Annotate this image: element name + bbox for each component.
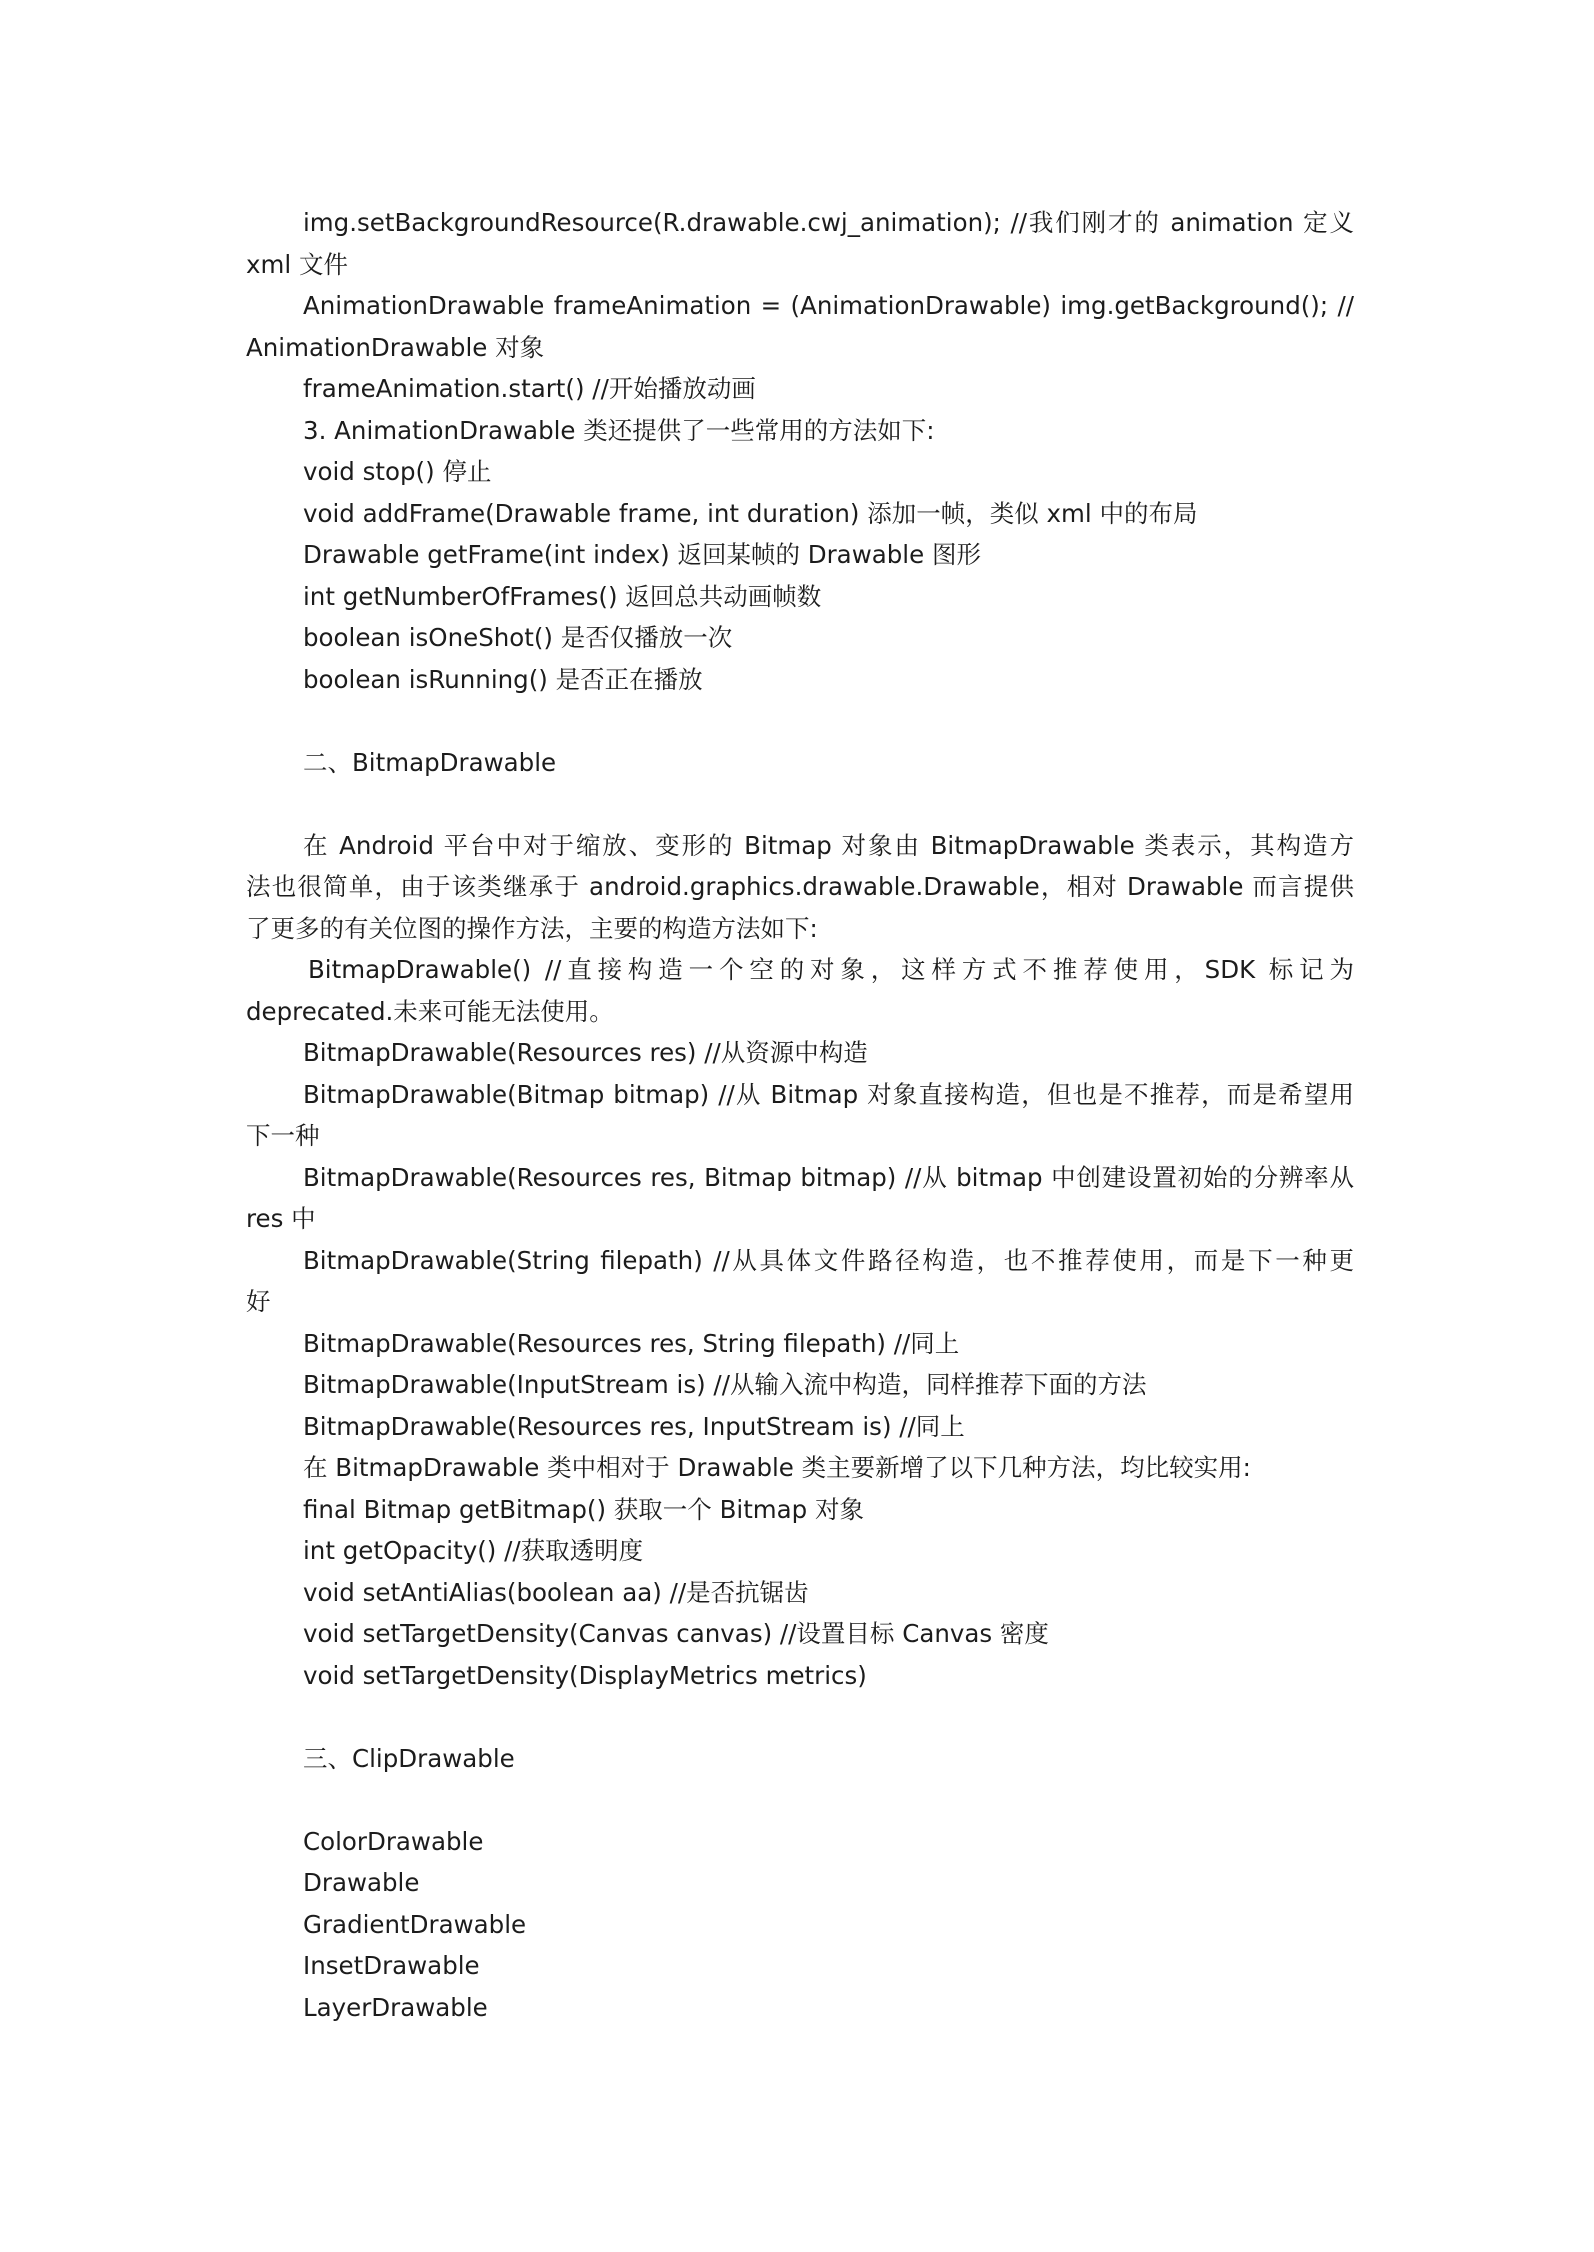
code-line: BitmapDrawable(Resources res, String filepath) //同上	[303, 1328, 960, 1358]
method-line: int getOpacity() //获取透明度	[303, 1536, 644, 1565]
code-line: BitmapDrawable(String filepath) //从具体文件路径构造，也不推荐使用，而是下一种更	[303, 1245, 1354, 1275]
text-line: 在 BitmapDrawable 类中相对于 Drawable 类主要新增了以下几种方法，均比较实用:	[303, 1453, 1251, 1482]
code-line: BitmapDrawable(Bitmap bitmap) //从 Bitmap 对象直接构造，但也是不推荐，而是希望用	[303, 1079, 1354, 1109]
code-line: BitmapDrawable(InputStream is) //从输入流中构造，同样推荐下面的方法	[303, 1370, 1147, 1399]
code-line: BitmapDrawable() //直接构造一个空的对象，这样方式不推荐使用，SDK 标记为	[308, 955, 1354, 984]
list-item: Drawable	[303, 1868, 420, 1897]
code-line-continuation: 下一种	[246, 1121, 320, 1150]
code-line-continuation: deprecated.未来可能无法使用。	[246, 996, 614, 1026]
list-item: GradientDrawable	[303, 1909, 527, 1939]
blank-line	[246, 1779, 1354, 1821]
method-line: final Bitmap getBitmap() 获取一个 Bitmap 对象	[303, 1494, 865, 1524]
text-line: 3. AnimationDrawable 类还提供了一些常用的方法如下:	[303, 415, 935, 445]
code-line: frameAnimation.start() //开始播放动画	[303, 374, 756, 403]
code-line: img.setBackgroundResource(R.drawable.cwj_animation); //我们刚才的 animation 定义	[303, 208, 1354, 237]
method-line: void setAntiAlias(boolean aa) //是否抗锯齿	[303, 1577, 809, 1607]
list-item: InsetDrawable	[303, 1951, 480, 1980]
document-body	[246, 202, 1354, 2028]
list-item: ColorDrawable	[303, 1826, 484, 1856]
list-item: LayerDrawable	[303, 1992, 488, 2022]
section-heading: 二、BitmapDrawable	[303, 747, 557, 777]
method-line: boolean isOneShot() 是否仅播放一次	[303, 623, 733, 652]
blank-line	[246, 783, 1354, 825]
method-line: void addFrame(Drawable frame, int duration) 添加一帧，类似 xml 中的布局	[303, 498, 1198, 528]
code-line-continuation: res 中	[246, 1204, 316, 1233]
method-line: boolean isRunning() 是否正在播放	[303, 664, 703, 694]
code-line: BitmapDrawable(Resources res, InputStream is) //同上	[303, 1411, 965, 1441]
code-line-continuation: AnimationDrawable 对象	[246, 332, 545, 362]
code-line: BitmapDrawable(Resources res) //从资源中构造	[303, 1038, 868, 1067]
paragraph-line: 了更多的有关位图的操作方法，主要的构造方法如下:	[246, 913, 818, 943]
blank-line	[246, 700, 1354, 742]
method-line: void stop() 停止	[303, 457, 492, 486]
method-line: int getNumberOfFrames() 返回总共动画帧数	[303, 581, 822, 611]
method-line: void setTargetDensity(DisplayMetrics metrics)	[303, 1660, 867, 1690]
paragraph-line: 在 Android 平台中对于缩放、变形的 Bitmap 对象由 BitmapDrawable 类表示，其构造方	[303, 830, 1354, 860]
blank-line	[246, 1696, 1354, 1738]
method-line: void setTargetDensity(Canvas canvas) //设置目标 Canvas 密度	[303, 1619, 1049, 1648]
section-heading: 三、ClipDrawable	[303, 1743, 515, 1773]
code-line: AnimationDrawable frameAnimation = (AnimationDrawable) img.getBackground(); //	[303, 291, 1354, 320]
method-line: Drawable getFrame(int index) 返回某帧的 Drawable 图形	[303, 540, 981, 569]
code-line-continuation: 好	[246, 1287, 271, 1316]
code-line-continuation: xml 文件	[246, 249, 348, 279]
paragraph-line: 法也很简单，由于该类继承于 android.graphics.drawable.Drawable，相对 Drawable 而言提供	[246, 872, 1354, 901]
code-line: BitmapDrawable(Resources res, Bitmap bitmap) //从 bitmap 中创建设置初始的分辨率从	[303, 1162, 1354, 1192]
